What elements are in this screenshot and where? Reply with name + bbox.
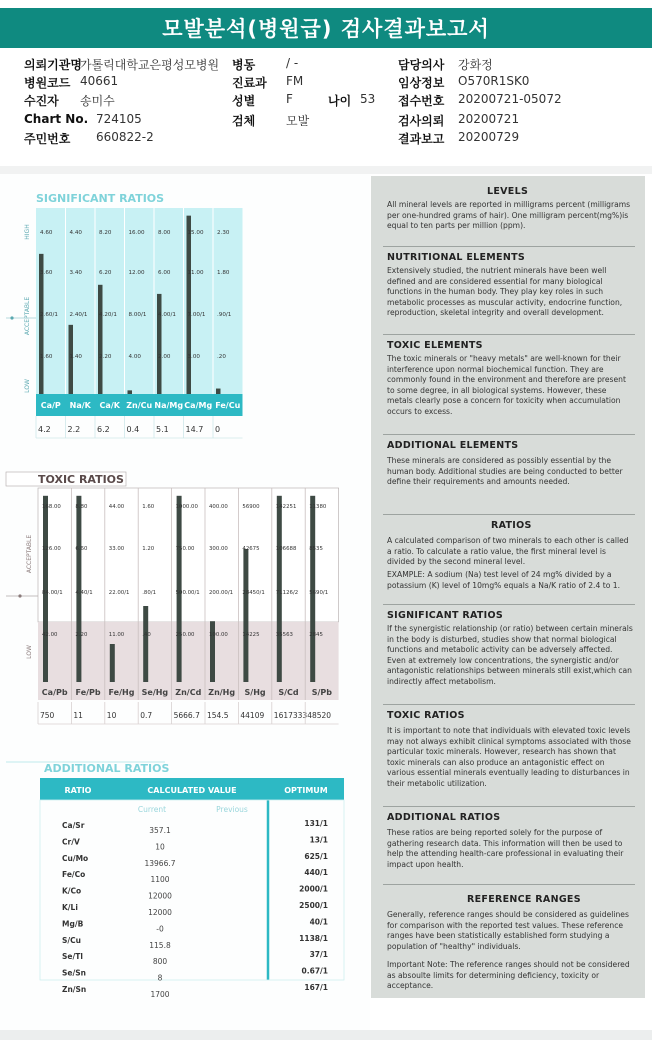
tick-label: 5690/1 [309,590,329,596]
header-calculated: CALCULATED VALUE [147,786,237,795]
row-optimum: 37/1 [309,950,328,960]
toxic-low-bg [38,622,339,682]
levels-title: LEVELS [487,186,529,197]
tick-label: .90/1 [217,312,232,318]
divider [383,246,635,247]
row-optimum: 2000/1 [299,884,328,894]
patient-info [0,52,652,164]
info-row [0,130,652,148]
row-current: 1100 [150,875,170,885]
tick-label: 16.00 [128,230,145,236]
divider [383,434,635,435]
additional-elements-title: ADDITIONAL ELEMENTS [387,440,519,451]
tick-label: 6.20 [99,270,112,276]
ratio-label: Na/Mg [154,401,184,410]
divider [383,704,635,705]
tick-label: 2.20 [99,354,112,360]
info-value: / - [286,56,299,70]
ratio-value: 11 [73,711,83,720]
tick-label: 12.00 [128,270,145,276]
ratios-text: A calculated comparison of two minerals to each other is called a ratio. To calculate a ratio value, the first mineral level is divided by the second mineral level. [387,536,629,567]
ratio-label: Fe/Hg [108,688,135,697]
ratio-bar [76,496,81,682]
tick-label: 15.00 [187,230,204,236]
tick-label: 2.20 [75,632,88,638]
row-ratio: Se/Tl [62,952,83,962]
row-ratio: K/Co [62,886,82,896]
ratio-value: 154.5 [207,711,229,720]
additional-title: ADDITIONAL RATIOS [44,762,170,775]
nutritional-text: Extensively studied, the nutrient minerals have been well defined and are considered essential for many biological functions in the human body. They play key roles in such metabolic processes as muscular activity, endocrine function, reproduction, skeletal integrity and overall development. [387,266,623,318]
info-value: 724105 [96,112,142,126]
ratio-label: Se/Hg [141,688,169,697]
ratio-bar [110,644,115,682]
ratio-label: Zn/Cu [126,401,153,410]
row-current: 800 [152,957,168,967]
significant-ratios-legend-title: SIGNIFICANT RATIOS [387,610,504,621]
page-footer-strip [0,1030,652,1040]
tick-label: 56900 [242,504,260,510]
row-current: 115.8 [149,940,171,950]
tick-label: 11.00 [187,270,204,276]
tick-label: 1.20 [142,546,155,552]
info-label: 나이 [328,94,352,108]
ratios-example: EXAMPLE: A sodium (Na) test level of 24 mg% divided by a potassium (K) level of 10mg% equals a Na/K ratio of 2.4 to 1. [387,570,620,590]
tick-label: 100.00 [209,632,228,638]
tick-label: 7.00/1 [187,312,206,318]
toxic-ratios-legend-title: TOXIC RATIOS [387,710,465,721]
header-ratio: RATIO [64,786,92,795]
ratio-value: 0.4 [126,425,140,434]
row-optimum: 0.67/1 [301,966,328,976]
row-ratio: Mg/B [62,919,84,929]
tick-label: 42675 [242,546,260,552]
additional-ratios-legend-title: ADDITIONAL RATIOS [387,812,501,823]
tick-label: 4.60 [40,230,53,236]
ratio-label: Fe/Pb [75,688,101,697]
tick-label: 750.00 [175,546,195,552]
info-label: 검사의뢰 [398,114,445,128]
additional-elements-text: These minerals are considered as possibly essential by the human body. Additional studies are being conducted to better define their requirements and amounts needed. [387,456,623,487]
tick-label: .80/1 [142,590,157,596]
info-value: 20200729 [458,130,520,144]
tick-label: 500.00/1 [175,590,200,596]
ratio-value: 10 [106,711,117,720]
ratio-value: 0.7 [140,711,153,720]
zone-label: ACCEPTABLE [24,296,31,336]
ratio-bar [128,390,133,394]
info-label: Chart No. [24,112,89,126]
info-value: F [286,92,293,106]
tick-label: 250.00 [175,632,195,638]
ratio-bar [177,496,182,682]
row-ratio: Cr/V [62,837,80,847]
zone-label: LOW [26,645,33,659]
tick-label: 22.00/1 [108,590,130,596]
info-value: 40661 [80,74,119,88]
nutritional-title: NUTRITIONAL ELEMENTS [387,252,525,263]
zone-label: ACCEPTABLE [26,534,33,574]
ratio-label: Ca/Mg [184,401,213,410]
legend-panel [371,176,645,998]
info-label: 수진자 [24,94,59,108]
additional-ratios-table [0,756,370,1036]
tick-label: 4.00/1 [158,312,176,318]
info-value: 53 [360,92,376,106]
row-current: 8 [157,973,163,983]
info-row [0,112,652,130]
tick-label: .20 [217,354,226,360]
ratio-value: 5666.7 [173,711,200,720]
divider [383,604,635,605]
separator [0,166,652,174]
toxic-ratios-chart [0,470,370,732]
ratios-panel [0,174,370,1040]
tick-label: 2.00 [158,354,171,360]
row-ratio: S/Cu [62,935,81,945]
zone-label: LOW [24,379,31,393]
additional-ratios-legend-text: These ratios are being reported solely for the purpose of gathering research data. This information will then be used to help the attending health-care professional in evaluating their impact upon health. [387,828,624,869]
significant-ratios-chart [0,186,370,472]
info-value: 강화정 [458,58,493,72]
row-current: 12000 [148,908,172,917]
ratios-title: RATIOS [491,520,532,531]
ratio-label: Na/K [69,401,91,410]
tick-label: 2.60/1 [40,312,58,318]
ratio-bar [216,389,221,394]
tick-label: 4.00 [128,354,141,360]
report-title: 모발분석(병원급) 검사결과보고서 [0,8,652,48]
ratio-bar [98,285,103,394]
info-label: 병동 [232,58,256,72]
tick-label: 4.20/1 [99,312,117,318]
tick-label: 11.00 [108,632,125,638]
info-value: 20200721 [458,112,520,126]
significant-title: SIGNIFICANT RATIOS [36,192,165,205]
info-row [0,56,652,74]
info-value: 송미수 [80,94,115,108]
ratio-value: 14.7 [185,425,204,434]
tick-label: 3.60 [40,270,53,276]
info-value: 가톨릭대학교은평성모병원 [80,58,220,72]
row-ratio: Zn/Sn [62,985,87,994]
ratio-value: 2.2 [67,425,81,434]
row-ratio: K/Li [62,903,78,912]
tick-label: 1.60 [142,504,155,510]
info-label: 의뢰기관명 [24,58,82,72]
row-optimum: 440/1 [304,868,328,878]
row-ratio: Cu/Mo [62,853,89,863]
tick-label: 400.00 [209,504,228,510]
row-current: 12000 [148,891,172,901]
row-optimum: 167/1 [304,983,328,992]
tick-label: 8.80 [75,504,88,510]
tick-label: 33.00 [108,546,125,552]
info-label: 담당의사 [398,58,445,72]
ratio-bar [210,621,215,682]
ratio-bar [157,294,162,394]
ratio-value: 44109 [240,711,265,720]
row-ratio: Se/Sn [62,968,86,978]
info-label: 검체 [232,114,256,128]
ratio-value: 4.2 [38,425,51,434]
row-ratio: Fe/Co [62,870,86,880]
subheader-previous: Previous [216,805,248,814]
tick-label: 11380 [309,504,327,510]
tick-label: 1.40 [69,354,82,360]
info-label: 성별 [232,94,256,108]
row-optimum: 2500/1 [299,901,328,910]
ratio-bar [277,496,282,682]
divider [383,806,635,807]
divider [383,884,635,885]
ratio-value: 48520 [307,711,332,720]
ratio-label: S/Cd [278,688,299,697]
tick-label: 3.40 [69,270,82,276]
info-value: 20200721-05072 [458,92,562,106]
tick-label: 4.40/1 [75,590,93,596]
row-ratio: Ca/Sr [62,821,85,830]
info-value: O570R1SK0 [458,74,530,88]
header-optimum: OPTIMUM [284,786,328,795]
info-value: 모발 [286,114,310,128]
toxic-elements-text: The toxic minerals or "heavy metals" are well-known for their interference upon normal biochemical function. They are commonly found in the environment and therefore are present to some degree, in all biological systems. However, these metals clearly pose a concern for toxicity when accumulation occurs to excess. [387,354,626,416]
ratio-value: 6.2 [97,425,110,434]
toxic-title: TOXIC RATIOS [38,473,124,486]
levels-text: All mineral levels are reported in milligrams percent (milligrams per one-hundred grams of hair). One milligram percent(mg%)is equal to ten parts per million (ppm). [387,200,631,231]
tick-label: 1.60 [40,354,53,360]
info-value: FM [286,74,304,88]
ratio-value: 5.1 [156,425,169,434]
tick-label: 42.00 [42,632,58,638]
tick-label: 84.00/1 [42,590,63,596]
tick-label: 300.00 [209,546,228,552]
ratio-value: 750 [40,711,55,720]
tick-label: 6.00 [158,270,171,276]
ratio-bar [43,496,48,682]
tick-label: 28450/1 [242,590,265,596]
row-optimum: 625/1 [304,851,328,861]
guide-dot [10,316,13,319]
tick-label: 8.00 [158,230,171,236]
row-optimum: 13/1 [309,835,328,845]
row-optimum: 131/1 [304,819,328,828]
ratio-label: S/Pb [311,688,333,697]
subheader-current: Current [137,805,167,814]
tick-label: 168.00 [42,504,61,510]
tick-label: 200.00/1 [209,590,234,596]
toxic-elements-title: TOXIC ELEMENTS [387,340,483,351]
tick-label: 44.00 [108,504,125,510]
reference-ranges-title: REFERENCE RANGES [467,894,581,905]
divider [383,514,635,515]
guide-dot [18,594,21,597]
info-value: 660822-2 [96,130,154,144]
tick-label: 3.00 [187,354,200,360]
ratio-label: Zn/Hg [208,688,236,697]
ratio-value: 1617333 [273,711,308,720]
row-current: 357.1 [149,826,171,835]
info-label: 병원코드 [24,76,71,90]
info-row [0,74,652,92]
tick-label: 6.60 [75,546,88,552]
ratio-label: S/Hg [244,688,266,697]
tick-label: .40 [142,632,151,638]
tick-label: 2.30 [217,230,230,236]
ratio-bar [310,496,315,682]
info-label: 진료과 [232,76,267,90]
ratio-bar [143,606,148,682]
info-label: 임상정보 [398,76,445,90]
tick-label: 142251 [275,504,297,510]
row-current: 10 [155,842,165,852]
info-label: 접수번호 [398,94,445,108]
ratio-label: Fe/Cu [215,401,241,410]
row-current: 13966.7 [144,858,176,868]
row-current: -0 [156,924,164,934]
zone-label: HIGH [24,224,31,240]
reference-ranges-text: Generally, reference ranges should be considered as guidelines for comparison with the reported test values. These reference ranges have been statistically established form studying a population of "healthy" individuals. [387,910,629,951]
tick-label: 1.80 [217,270,230,276]
row-optimum: 1138/1 [299,933,328,943]
row-current: 1700 [150,990,170,999]
ratio-bar [187,216,192,394]
ratio-label: Ca/K [99,401,120,410]
ratio-bar [243,549,248,682]
ratio-label: Ca/P [40,401,61,410]
toxic-ratios-legend-text: It is important to note that individuals with elevated toxic levels may not always exhibit clinical symptoms associated with those particular toxic minerals. However, research has shown that toxic minerals can also produce an antagonistic effect on various essential minerals eventually leading to disturbances in their metabolic utilization. [387,726,631,788]
tick-label: 4.40 [69,230,82,236]
ratio-value: 0 [215,425,221,434]
info-label: 결과보고 [398,132,445,146]
tick-label: 71126/2 [275,590,299,596]
tick-label: 106688 [275,546,297,552]
significant-ratios-legend-text: If the synergistic relationship (or ratio) between certain minerals in the body is disturbed, studies show that normal biological functions and metabolic activity can be adversely affected. Even at extremely low concentrations, the synergistic and/or antagonistic relationships between minerals still exist,which can indirectly affect metabolism. [387,624,633,686]
tick-label: 8.00/1 [128,312,147,318]
divider [383,334,635,335]
tick-label: 1000.00 [175,504,198,510]
ratio-label: Ca/Pb [41,688,68,697]
tick-label: 126.00 [42,546,61,552]
ratio-label: Zn/Cd [175,688,202,697]
info-label: 주민번호 [24,132,71,146]
tick-label: 2845 [309,632,323,638]
info-row [0,92,652,110]
reference-ranges-note: Important Note: The reference ranges should not be considered as absoulte limits for determining deficiency, toxicity or acceptance. [387,960,630,991]
tick-label: 35563 [275,632,293,638]
tick-label: 8535 [309,546,323,552]
tick-label: 8.20 [99,230,112,236]
row-optimum: 40/1 [309,917,328,927]
tick-label: 14225 [242,632,260,638]
tick-label: 2.40/1 [69,312,88,318]
